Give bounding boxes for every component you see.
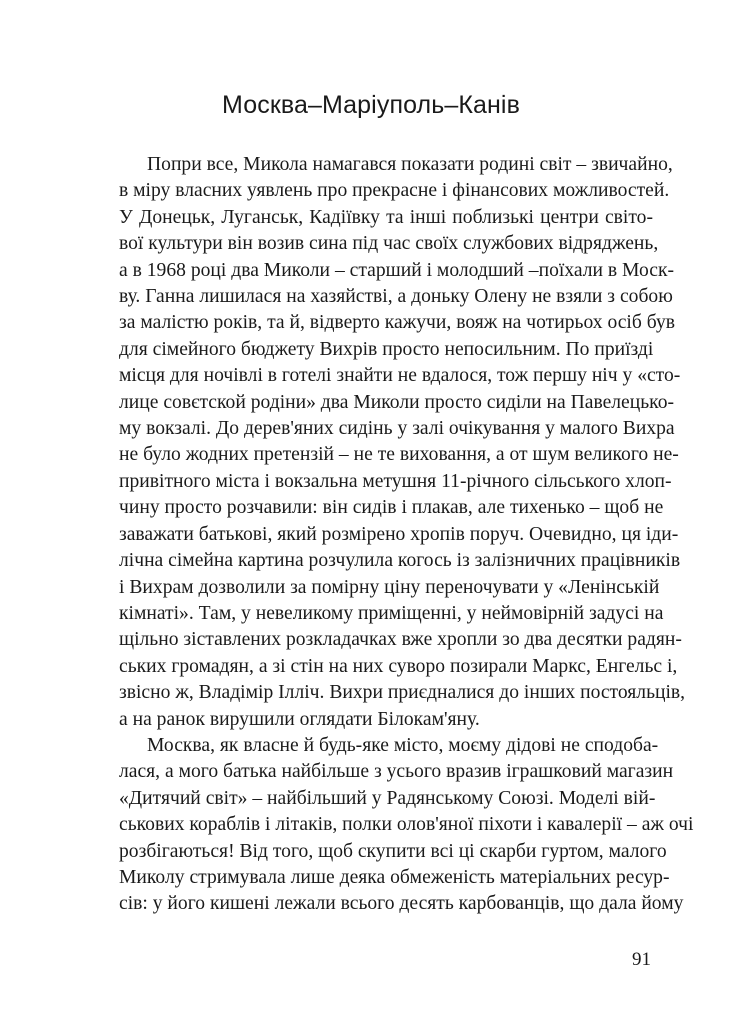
text-line: розбігаються! Від того, щоб скупити всі ці скарби гуртом, малого [119, 840, 667, 862]
chapter-title: Москва–Маріуполь–Канів [222, 91, 520, 119]
text-line: за малістю років, та й, відверто кажучи, вояж на чотирьох осіб був [119, 312, 676, 334]
text-line: Москва, як власне й будь-яке місто, моєму дідові не сподоба- [147, 734, 659, 756]
body-text [91, 152, 694, 918]
text-line: лічна сімейна картина розчулила когось із залізничних працівників [119, 550, 681, 572]
text-line: не було жодних претензій – не те виховання, а от шум великого не- [119, 444, 679, 466]
text-line: щільно зіставлених розкладачках вже хропли зо два десятки радян- [119, 629, 682, 651]
text-line: звісно ж, Владімір Ілліч. Вихри приєдналися до інших постояльців, [119, 682, 686, 704]
paragraph-1 [91, 152, 686, 733]
text-line: кімнаті». Там, у невеликому приміщенні, у неймовірній задусі на [119, 602, 664, 624]
text-line: У Донецьк, Луганськ, Кадіївку та інші поблизькі центри світо- [119, 206, 653, 228]
text-line: вої культури він возив сина під час своїх службових відряджень, [119, 233, 659, 255]
text-line: му вокзалі. До дерев'яних сидінь у залі очікування у малого Вихра [119, 418, 675, 440]
text-line: місця для ночівлі в готелі знайти не вдалося, тож першу ніч у «сто- [119, 365, 681, 387]
text-line: ськових кораблів і літаків, полки олов'яної піхоти і кавалерії – аж очі [119, 814, 694, 836]
text-line: сів: у його кишені лежали всього десять карбованців, що дала йому [119, 893, 684, 915]
text-line: Попри все, Микола намагався показати родині світ – звичайно, [147, 154, 673, 175]
text-line: і Вихрам дозволили за помірну ціну переночувати у «Ленінській [119, 576, 660, 598]
paragraph-2 [91, 733, 694, 918]
text-line: для сімейного бюджету Вихрів просто непосильним. По приїзді [119, 338, 654, 360]
text-line: ву. Ганна лишилася на хазяйстві, а доньку Олену не взяли з собою [119, 286, 673, 308]
text-line: чину просто розчавили: він сидів і плакав, але тихенько – щоб не [119, 497, 664, 519]
text-line: Миколу стримувала лише деяка обмеженість матеріальних ресур- [119, 866, 670, 888]
text-line: в міру власних уявлень про прекрасне і фінансових можливостей. [119, 180, 670, 202]
text-line: лася, а мого батька найбільше з усього вразив іграшковий магазин [119, 761, 674, 783]
text-line: заважати батькові, який розмірено хропів поруч. Очевидно, ця іди- [119, 523, 679, 545]
text-line: привітного міста і вокзальна метушня 11-річного сільського хлоп- [119, 470, 672, 492]
page-number: 91 [632, 949, 651, 970]
text-line: а в 1968 році два Миколи – старший і молодший –поїхали в Моск- [119, 259, 675, 281]
text-line: «Дитячий світ» – найбільший у Радянському Союзі. Моделі вій- [119, 787, 656, 809]
text-line: а на ранок вирушили оглядати Білокам'яну. [119, 708, 480, 730]
text-line: лице совєтской родіни» два Миколи просто сиділи на Павелецько- [119, 391, 675, 413]
text-line: ських громадян, а зі стін на них суворо позирали Маркс, Енгельс і, [119, 655, 678, 677]
